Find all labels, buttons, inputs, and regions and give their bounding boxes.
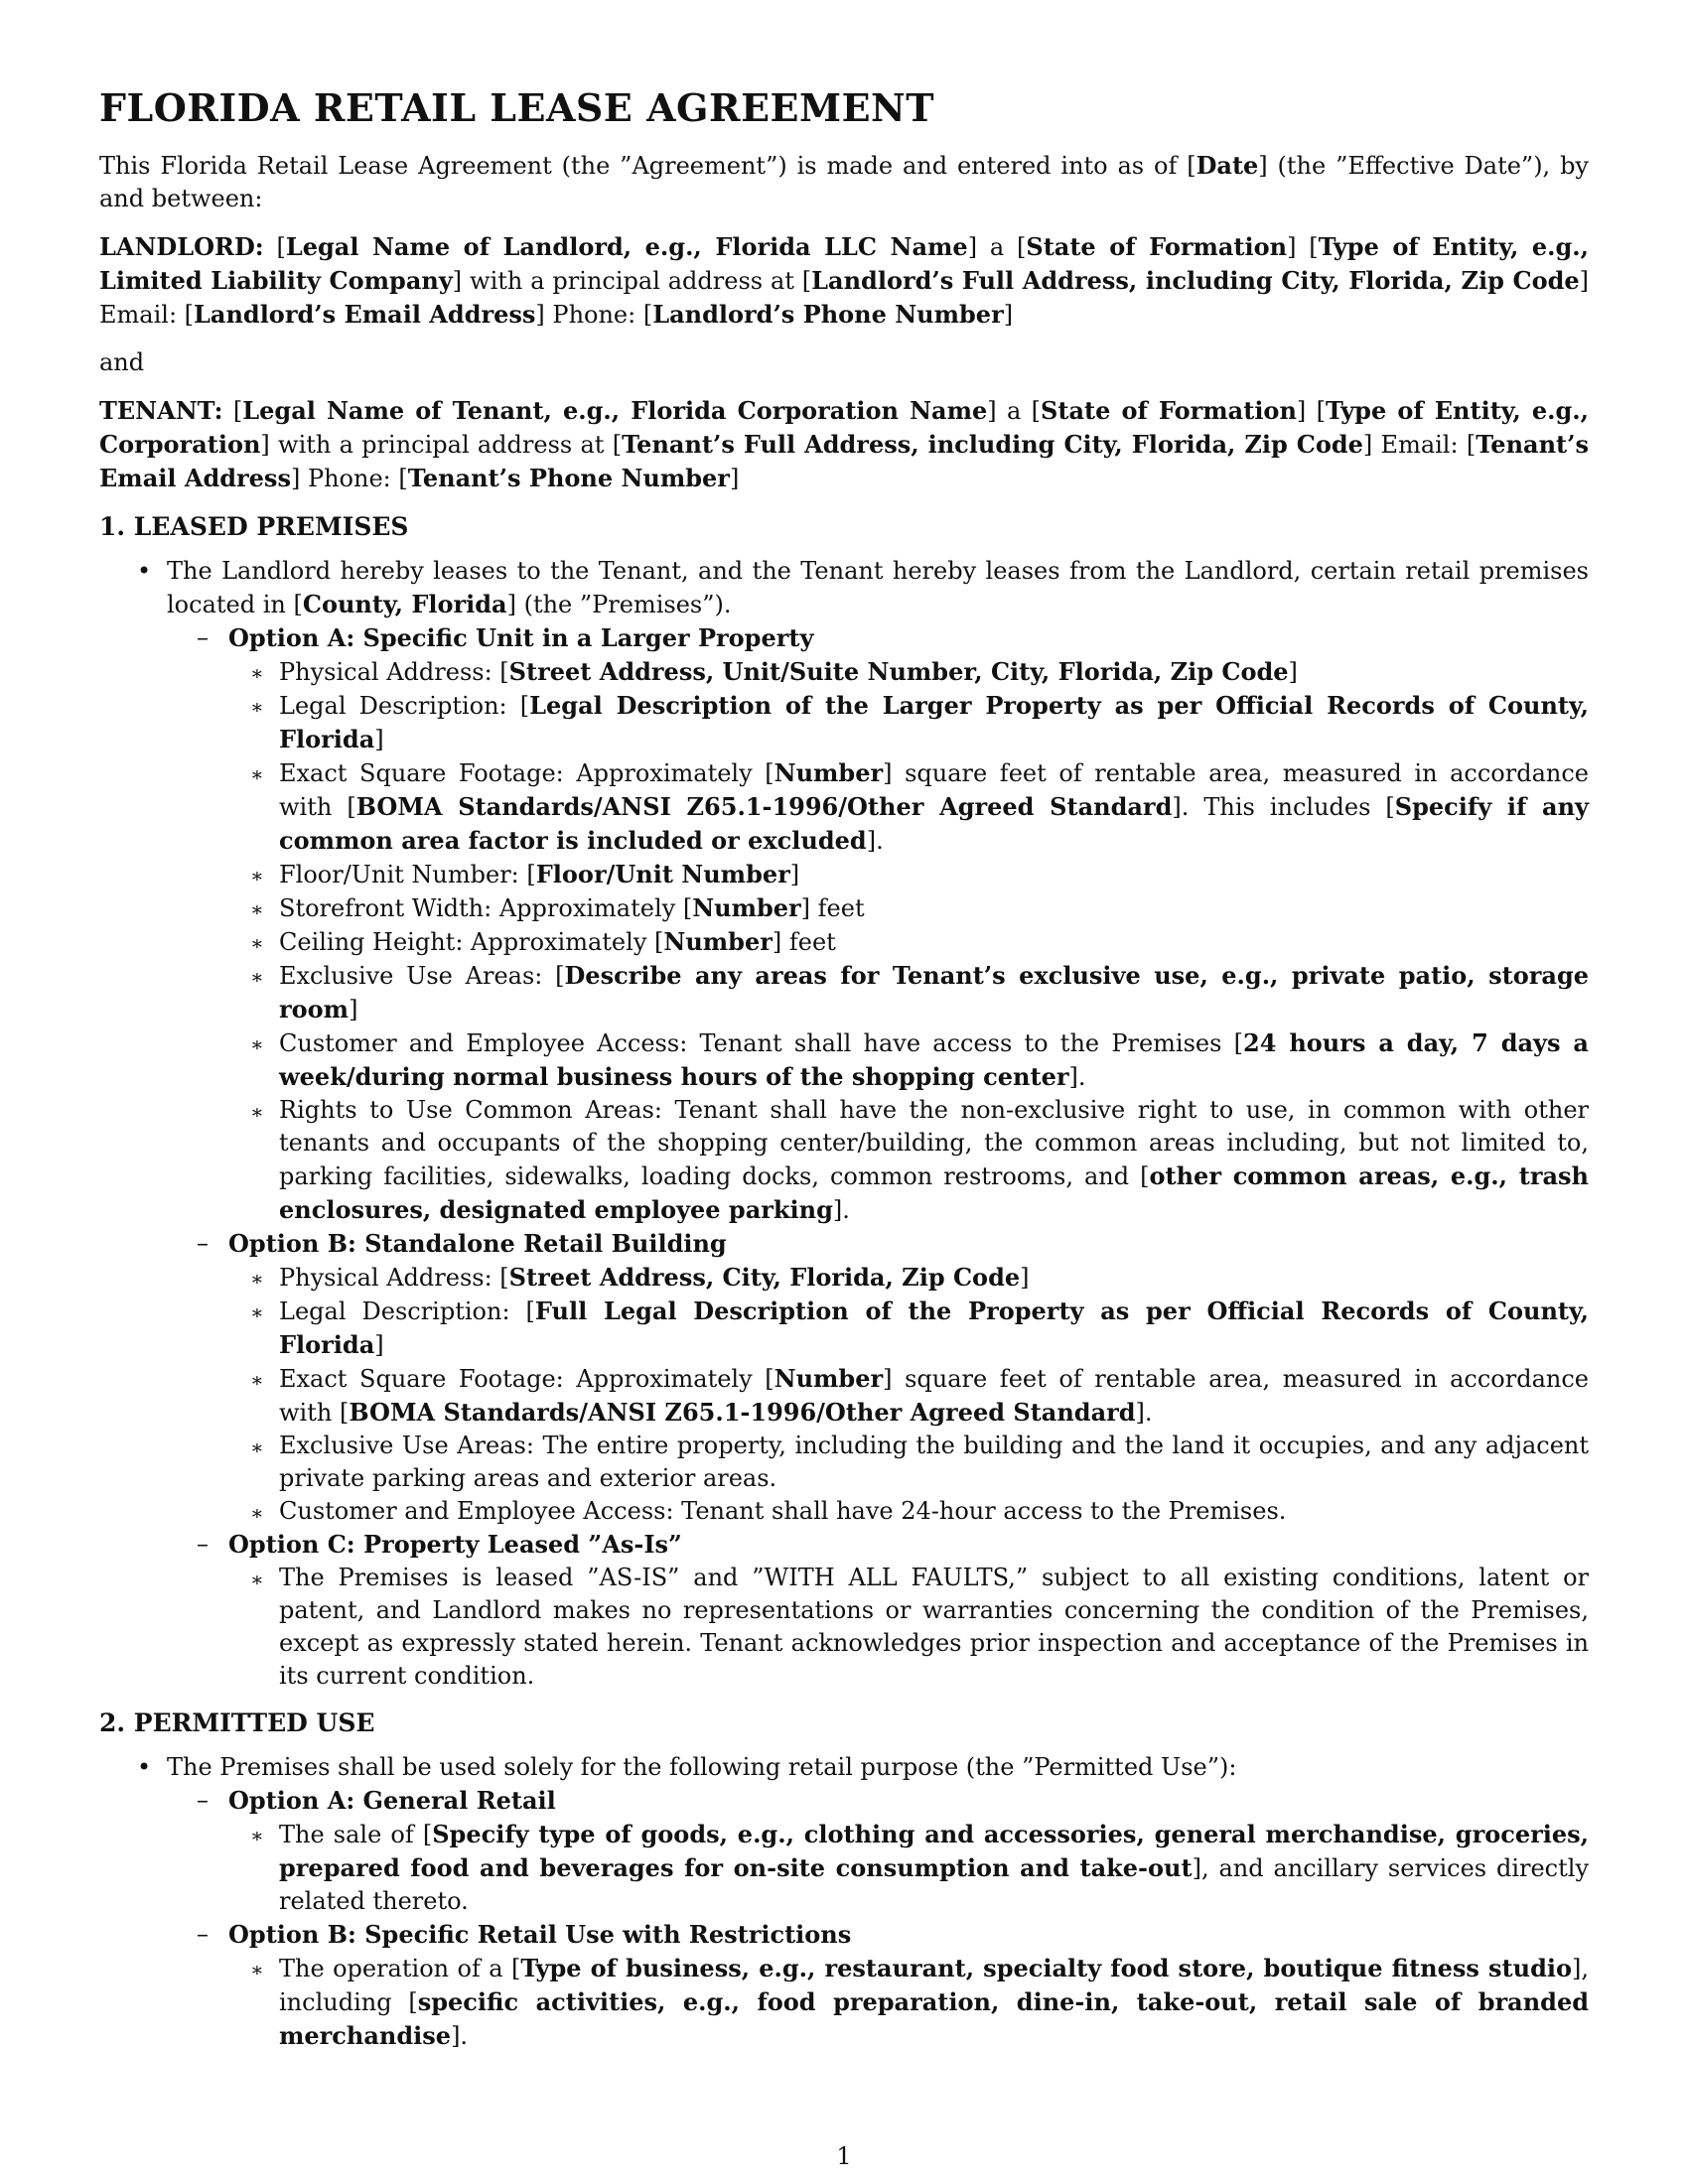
list-item: ∗ Physical Address: [Street Address, Unit/Suite Number, City, Florida, Zip Code] bbox=[228, 655, 1589, 689]
list-item: ∗ The operation of a [Type of business, e.g., restaurant, specialty food store, boutique fitness studio], including [specific activities, e.g., food preparation, dine-in, take-out, retail sale of branded merchandise]. bbox=[228, 1952, 1589, 2053]
list-item: ∗ Physical Address: [Street Address, City, Florida, Zip Code] bbox=[228, 1261, 1589, 1295]
list-item: ∗ Storefront Width: Approximately [Number] feet bbox=[228, 891, 1589, 925]
landlord-block: LANDLORD: [Legal Name of Landlord, e.g., Florida LLC Name] a [State of Formation] [Type of Entity, e.g., Limited Liability Company] with a principal address at [Landlord’s Full Address, including City, Florida, Zip Code] Email: [Landlord’s Email Address] Phone: [Landlord’s Phone Number] bbox=[99, 231, 1590, 329]
list-item: ∗ The Premises is leased ”AS-IS” and ”WITH ALL FAULTS,” subject to all existing conditions, latent or patent, and Landlord makes no representations or warranties concerning the condition of the Premises, except as expressly stated herein. Tenant acknowledges prior inspection and acceptance of the Premises in its current condition. bbox=[228, 1562, 1589, 1693]
document-title: FLORIDA RETAIL LEASE AGREEMENT bbox=[99, 85, 935, 130]
list-item: ∗ Floor/Unit Number: [Floor/Unit Number] bbox=[228, 858, 1589, 891]
list-item: ∗ Rights to Use Common Areas: Tenant shall have the non-exclusive right to use, in common with other tenants and occupants of the shopping center/building, the common areas including, but not limited to, parking facilities, sidewalks, loading docks, common restrooms, and [other common areas, e.g., trash enclosures, designated employee parking]. bbox=[228, 1094, 1589, 1227]
option-c-as-is: – Option C: Property Leased ”As-Is” ∗ The Premises is leased ”AS-IS” and ”WITH ALL FAULTS,” subject to all existing conditions, latent or patent, and Landlord makes no representations or warranties concerning the condition of the Premises, except as expressly stated herein. Tenant acknowledges prior inspection and acceptance of the Premises in its current condition. bbox=[167, 1528, 1589, 1693]
list-item: • The Landlord hereby leases to the Tenant, and the Tenant hereby leases from the Landlord, certain retail premises located in [County, Florida] (the ”Premises”). – Option A: Specific Unit in a Larger Property ∗ Physical Address: [Street Address, Unit/Suite Number, City, Florida, Zip Code] ∗ Legal Description: [Legal Description of the Larger Property as per Official Records of County, Florida] ∗ Exact Square Footage: Approximately [Number] square feet of rentable area, measured in accordance with [BOMA Standards/ANSI Z65.1-1996/Other Agreed Standard]. This includes [Specify if any common area factor is included or excluded]. ∗ Floor/Unit Number: [Floor/Unit Number] ∗ Storefront Width: Approximately [Number] feet ∗ Ceiling Height: Approximately [Number] feet ∗ Exclusive Use Areas: [Describe any areas for Tenant’s exclusive use, e.g., private patio, storage room] ∗ Customer and Employee Access: Tenant shall have access to the Premises [24 hours a day, 7 days a week/during normal business hours of the shopping center]. ∗ Rights to Use Common Areas: Tenant shall have the non-exclusive right to use, in common with other tenants and occupants of the shopping center/building, the common areas including, but not limited to, parking facilities, sidewalks, loading docks, common restrooms, and [other common areas, e.g., trash enclosures, designated employee parking]. – Option B: Standalone Retail Building ∗ Physical Address: [Street Address, City, Florida, Zip Code] ∗ Legal Description: [Full Legal Description of the Property as per Official Records of County, Florida] ∗ Exact Square Footage: Approximately [Number] square feet of rentable area, measured in accordance with [BOMA Standards/ANSI Z65.1-1996/Other Agreed Standard]. ∗ Exclusive Use Areas: The entire property, including the building and the land it occupies, and any adjacent private parking areas and exterior areas. ∗ Customer and Employee Access: Tenant shall have 24-hour access to the Premises. – Option C: Property Leased ”As-Is” ∗ The Premises is leased ”AS-IS” and ”WITH ALL FAULTS,” subject to all existing conditions, latent or patent, and Landlord makes no representations or warranties concerning the condition of the Premises, except as expressly stated herein. Tenant acknowledges prior inspection and acceptance of the Premises in its current condition. bbox=[99, 555, 1589, 1693]
list-item: ∗ Legal Description: [Legal Description of the Larger Property as per Official Records of County, Florida] bbox=[228, 689, 1589, 756]
option-a-unit: – Option A: Specific Unit in a Larger Property ∗ Physical Address: [Street Address, Unit/Suite Number, City, Florida, Zip Code] ∗ Legal Description: [Legal Description of the Larger Property as per Official Records of County, Florida] ∗ Exact Square Footage: Approximately [Number] square feet of rentable area, measured in accordance with [BOMA Standards/ANSI Z65.1-1996/Other Agreed Standard]. This includes [Specify if any common area factor is included or excluded]. ∗ Floor/Unit Number: [Floor/Unit Number] ∗ Storefront Width: Approximately [Number] feet ∗ Ceiling Height: Approximately [Number] feet ∗ Exclusive Use Areas: [Describe any areas for Tenant’s exclusive use, e.g., private patio, storage room] ∗ Customer and Employee Access: Tenant shall have access to the Premises [24 hours a day, 7 days a week/during normal business hours of the shopping center]. ∗ Rights to Use Common Areas: Tenant shall have the non-exclusive right to use, in common with other tenants and occupants of the shopping center/building, the common areas including, but not limited to, parking facilities, sidewalks, loading docks, common restrooms, and [other common areas, e.g., trash enclosures, designated employee parking]. bbox=[167, 621, 1589, 1227]
document-page bbox=[99, 85, 1589, 2057]
option-b-specific-use: – Option B: Specific Retail Use with Restrictions ∗ The operation of a [Type of business, e.g., restaurant, specialty food store, boutique fitness studio], including [specific activities, e.g., food preparation, dine-in, take-out, retail sale of branded merchandise]. bbox=[167, 1918, 1589, 2053]
list-item: ∗ Customer and Employee Access: Tenant shall have 24-hour access to the Premises. bbox=[228, 1495, 1589, 1528]
list-item: ∗ Legal Description: [Full Legal Description of the Property as per Official Records of County, Florida] bbox=[228, 1295, 1589, 1362]
list-item: ∗ Exclusive Use Areas: The entire property, including the building and the land it occupies, and any adjacent private parking areas and exterior areas. bbox=[228, 1430, 1589, 1495]
leased-premises-list bbox=[99, 555, 1589, 1693]
permitted-use-list bbox=[99, 1751, 1589, 2053]
option-a-general-retail: – Option A: General Retail ∗ The sale of [Specify type of goods, e.g., clothing and accessories, general merchandise, groceries, prepared food and beverages for on-site consumption and take-out], and ancillary services directly related thereto. bbox=[167, 1784, 1589, 1918]
list-item: ∗ The sale of [Specify type of goods, e.g., clothing and accessories, general merchandise, groceries, prepared food and beverages for on-site consumption and take-out], and ancillary services directly related thereto. bbox=[228, 1818, 1589, 1918]
option-b-standalone: – Option B: Standalone Retail Building ∗ Physical Address: [Street Address, City, Florida, Zip Code] ∗ Legal Description: [Full Legal Description of the Property as per Official Records of County, Florida] ∗ Exact Square Footage: Approximately [Number] square feet of rentable area, measured in accordance with [BOMA Standards/ANSI Z65.1-1996/Other Agreed Standard]. ∗ Exclusive Use Areas: The entire property, including the building and the land it occupies, and any adjacent private parking areas and exterior areas. ∗ Customer and Employee Access: Tenant shall have 24-hour access to the Premises. bbox=[167, 1227, 1589, 1528]
list-item: ∗ Customer and Employee Access: Tenant shall have access to the Premises [24 hours a day, 7 days a week/during normal business hours of the shopping center]. bbox=[228, 1026, 1589, 1094]
tenant-block: TENANT: [Legal Name of Tenant, e.g., Florida Corporation Name] a [State of Formation] [Type of Entity, e.g., Corporation] with a principal address at [Tenant’s Full Address, including City, Florida, Zip Code] Email: [Tenant’s Email Address] Phone: [Tenant’s Phone Number] bbox=[99, 395, 1590, 492]
list-item: ∗ Exclusive Use Areas: [Describe any areas for Tenant’s exclusive use, e.g., private patio, storage room] bbox=[228, 959, 1589, 1026]
section-heading-permitted-use: 2. PERMITTED USE bbox=[99, 1707, 375, 1737]
and-separator: and bbox=[99, 347, 145, 376]
list-item: ∗ Exact Square Footage: Approximately [Number] square feet of rentable area, measured in accordance with [BOMA Standards/ANSI Z65.1-1996/Other Agreed Standard]. bbox=[228, 1362, 1589, 1430]
intro-paragraph: This Florida Retail Lease Agreement (the ”Agreement”) is made and entered into as of [Date] (the ”Effective Date”), by and between: bbox=[99, 150, 1589, 212]
list-item: ∗ Exact Square Footage: Approximately [Number] square feet of rentable area, measured in accordance with [BOMA Standards/ANSI Z65.1-1996/Other Agreed Standard]. This includes [Specify if any common area factor is included or excluded]. bbox=[228, 756, 1589, 858]
section-heading-leased-premises: 1. LEASED PREMISES bbox=[99, 511, 409, 541]
list-item: • The Premises shall be used solely for the following retail purpose (the ”Permitted Use”): – Option A: General Retail ∗ The sale of [Specify type of goods, e.g., clothing and accessories, general merchandise, groceries, prepared food and beverages for on-site consumption and take-out], and ancillary services directly related thereto. – Option B: Specific Retail Use with Restrictions ∗ The operation of a [Type of business, e.g., restaurant, specialty food store, boutique fitness studio], including [specific activities, e.g., food preparation, dine-in, take-out, retail sale of branded merchandise]. bbox=[99, 1751, 1589, 2053]
list-item: ∗ Ceiling Height: Approximately [Number] feet bbox=[228, 925, 1589, 959]
page-number: 1 bbox=[836, 2142, 852, 2170]
